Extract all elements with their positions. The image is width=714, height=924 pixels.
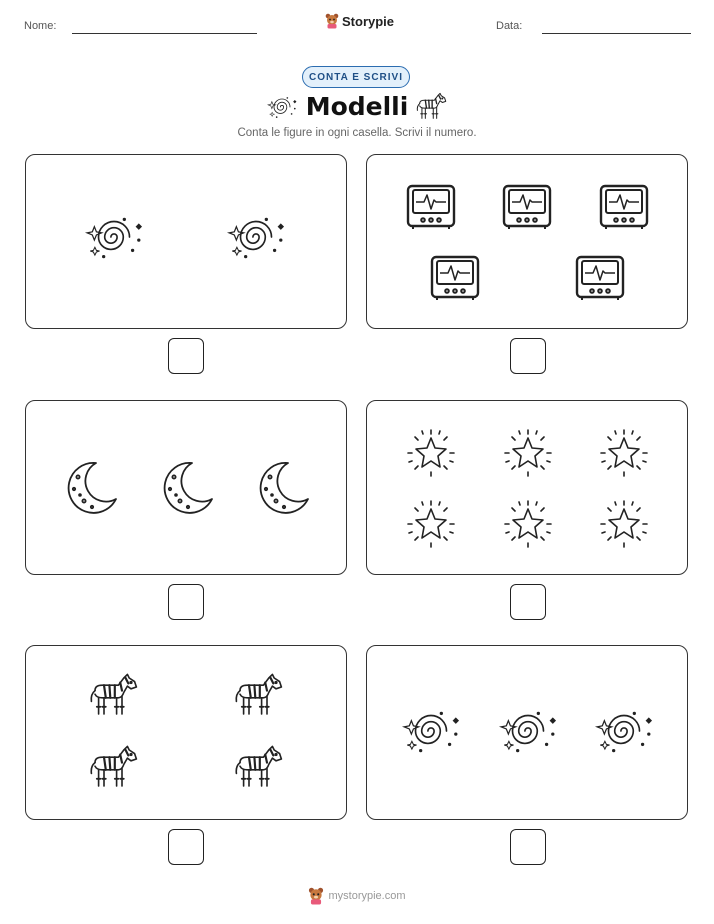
count-box-4 <box>366 400 688 575</box>
galaxy-icon <box>497 704 559 758</box>
answer-box-6[interactable] <box>510 829 546 865</box>
heart-monitor-icon <box>574 254 626 302</box>
date-label: Data: <box>496 20 523 32</box>
bear-logo-icon <box>308 887 324 905</box>
name-label: Nome: <box>24 20 57 32</box>
galaxy-icon <box>225 210 287 264</box>
answer-box-2[interactable] <box>510 338 546 374</box>
instructions: Conta le figure in ogni casella. Scrivi il numero. <box>237 127 477 139</box>
footer-link[interactable]: mystorypie.com <box>328 890 406 902</box>
star-icon <box>406 428 456 478</box>
name-line[interactable] <box>72 33 257 34</box>
zebra-icon <box>231 742 285 794</box>
heart-monitor-icon <box>405 183 457 231</box>
galaxy-icon <box>83 210 145 264</box>
galaxy-icon <box>266 93 298 121</box>
heart-monitor-icon <box>429 254 481 302</box>
star-icon <box>599 428 649 478</box>
count-box-1 <box>25 154 347 329</box>
heart-monitor-icon <box>501 183 553 231</box>
crescent-moon-icon <box>62 457 118 519</box>
star-icon <box>599 499 649 549</box>
answer-box-5[interactable] <box>168 829 204 865</box>
answer-box-3[interactable] <box>168 584 204 620</box>
answer-box-4[interactable] <box>510 584 546 620</box>
count-box-5 <box>25 645 347 820</box>
zebra-icon <box>414 91 448 123</box>
bear-logo-icon <box>325 13 339 29</box>
star-icon <box>503 428 553 478</box>
brand-logo <box>325 13 394 29</box>
page-title: Modelli <box>305 92 409 121</box>
heart-monitor-icon <box>598 183 650 231</box>
brand-name: Storypie <box>342 13 395 29</box>
count-box-6 <box>366 645 688 820</box>
galaxy-icon <box>400 704 462 758</box>
star-icon <box>406 499 456 549</box>
star-icon <box>503 499 553 549</box>
zebra-icon <box>86 670 140 722</box>
zebra-icon <box>86 742 140 794</box>
count-box-3 <box>25 400 347 575</box>
activity-badge: CONTA E SCRIVI <box>302 66 410 88</box>
crescent-moon-icon <box>254 457 310 519</box>
count-box-2 <box>366 154 688 329</box>
footer <box>0 887 714 905</box>
crescent-moon-icon <box>158 457 214 519</box>
zebra-icon <box>231 670 285 722</box>
galaxy-icon <box>593 704 655 758</box>
answer-box-1[interactable] <box>168 338 204 374</box>
date-line[interactable] <box>542 33 691 34</box>
